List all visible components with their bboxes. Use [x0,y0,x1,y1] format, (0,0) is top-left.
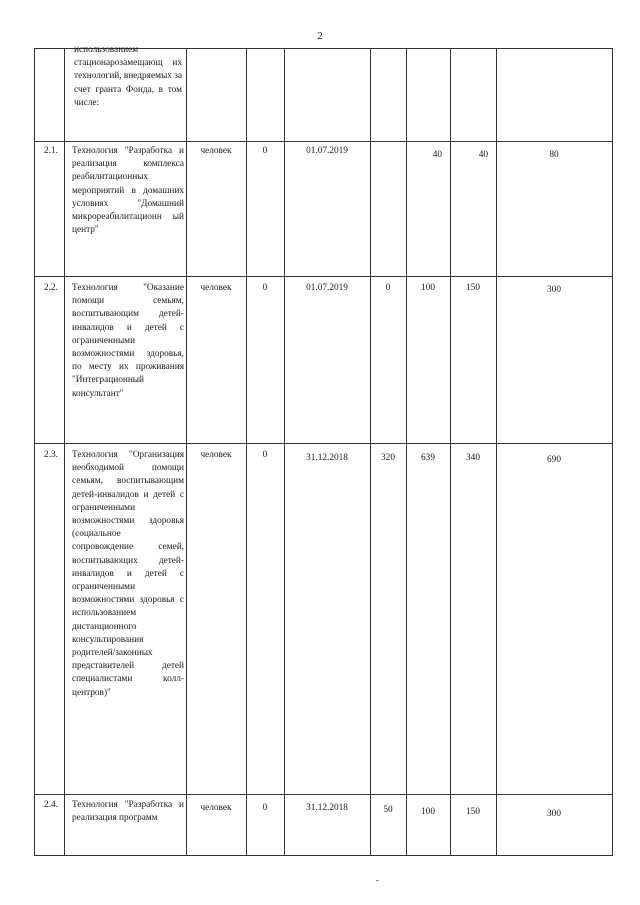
row-base-date: 01.07.2019 [306,283,348,293]
page-number: 2 [317,30,323,42]
scan-dot [376,880,379,881]
row-divider [34,443,613,444]
row-value-1: 320 [381,453,395,463]
row-base-value: 0 [262,450,268,460]
col-divider [64,48,65,856]
row-value-3: 40 [478,150,488,160]
row-base-date: 31.12.2018 [306,453,348,463]
row-value-3: 150 [466,283,480,293]
row-base-date: 01.07.2019 [306,146,348,156]
row-name: Технология "Разработка и реализация программ [72,800,184,824]
row-base-date: 31.12.2018 [306,803,348,813]
indicator-table [34,45,614,856]
row-divider [34,276,613,277]
row-name: Технология "Организация необходимой помощи семьям, воспитывающим детей-инвалидов и детей с ограниченными возможностями здоровья (социальное сопровождение семей, воспитывающих детей-инвалидов и детей с ограниченными возможностями здоровья с использованием дистанционного консультирования родителей/законных представителей детей специалистами колл-центров)" [72,450,184,698]
row-value-4: 300 [547,809,561,819]
row-number: 2.2. [44,283,58,293]
continuation-text: использованием стационарозамещающ их технологий, внедряемых за счет гранта Фонда, в том числе: [74,45,182,108]
col-divider [496,48,497,856]
row-value-3: 340 [466,453,480,463]
row-value-4: 690 [547,455,561,465]
row-value-4: 300 [547,285,561,295]
row-value-2: 639 [421,453,435,463]
row-unit: человек [200,283,232,293]
row-base-value: 0 [262,146,268,156]
table-border-right [612,48,613,856]
row-value-2: 100 [421,283,435,293]
row-unit: человек [200,450,232,460]
row-divider [34,141,613,142]
row-value-3: 150 [466,807,480,817]
row-value-1: 0 [385,283,391,293]
row-base-value: 0 [262,283,268,293]
row-value-4: 80 [549,150,559,160]
row-name: Технология "Разработка и реализация комплекса реабилитационных мероприятий в домашних условиях "Домашний микрореабилитационн ый центр" [72,146,184,236]
row-base-value: 0 [262,803,268,813]
row-unit: человек [200,146,232,156]
table-border-bottom [34,855,613,856]
row-name: Технология "Оказание помощи семьям, воспитывающим детей-инвалидов и детей с ограниченными возможностями здоровья, по месту их проживания "Интеграционный консультант" [72,283,184,399]
row-divider [34,794,613,795]
row-value-2: 100 [421,807,435,817]
row-value-2: 40 [432,150,442,160]
row-unit: человек [200,803,232,813]
row-value-1: 50 [383,805,393,815]
row-number: 2.1. [44,146,58,156]
row-number: 2.3. [44,450,58,460]
row-number: 2.4. [44,800,58,810]
